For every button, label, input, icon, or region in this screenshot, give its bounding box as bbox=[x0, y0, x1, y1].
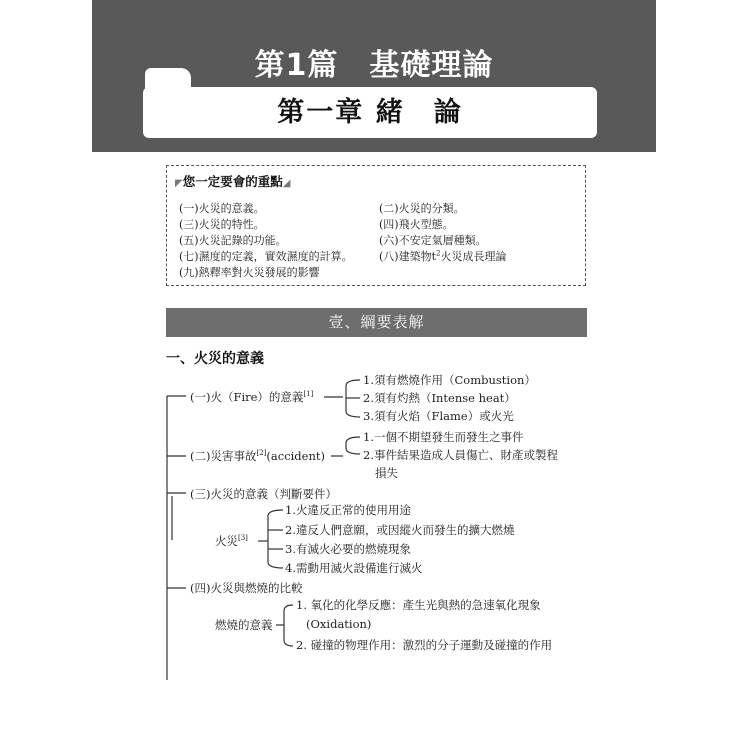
key-point-item: (六)不安定氣層種類。 bbox=[379, 234, 487, 247]
triangle-right-icon: ◢ bbox=[282, 178, 291, 189]
key-point-item: (七)濕度的定義，實效濕度的計算。 bbox=[179, 250, 353, 263]
key-points-title-text: 您一定要會的重點 bbox=[182, 174, 283, 189]
section-title-bar: 壹、綱要表解 bbox=[166, 308, 587, 337]
branch-item: 4.需動用滅火設備進行滅火 bbox=[285, 561, 423, 575]
branch-item: 1.火違反正常的使用用途 bbox=[285, 503, 411, 517]
chapter-title: 第一章 緒 論 bbox=[277, 97, 463, 128]
key-point-item: (四)飛火型態。 bbox=[379, 218, 454, 231]
branch-item: 1.一個不期望發生而發生之事件 bbox=[363, 430, 524, 444]
branch-item: 3.有滅火必要的燃燒現象 bbox=[285, 542, 411, 556]
part-title: 第1篇 基礎理論 bbox=[254, 48, 494, 83]
branch-fire-definition: (一)火（Fire）的意義[1] bbox=[190, 390, 314, 404]
branch-item: 2.違反人們意願，或因縱火而發生的擴大燃燒 bbox=[285, 523, 515, 537]
branch-item: 1.須有燃燒作用（Combustion） bbox=[363, 373, 536, 387]
branch-item: 2.事件結果造成人員傷亡、財產或製程 bbox=[363, 448, 558, 462]
branch-fire-criteria: (三)火災的意義（判斷要件） bbox=[190, 487, 337, 501]
branch-item: 3.須有火焰（Flame）或火光 bbox=[363, 409, 514, 423]
branch-accident: (二)災害事故[2](accident) bbox=[190, 449, 325, 463]
branch-sub-label: 火災[3] bbox=[215, 534, 248, 548]
triangle-left-icon: ◤ bbox=[175, 178, 183, 189]
branch-sub-label: 燃燒的意義 bbox=[215, 618, 273, 632]
key-point-item: (五)火災記錄的功能。 bbox=[179, 234, 287, 247]
key-point-item: (二)火災的分類。 bbox=[379, 202, 465, 215]
key-point-item: (三)火災的特性。 bbox=[179, 218, 265, 231]
key-point-item: (一)火災的意義。 bbox=[179, 202, 265, 215]
branch-item: 2.須有灼熱（Intense heat） bbox=[363, 391, 516, 405]
key-point-item: (八)建築物$t^2$火災成長理論 bbox=[379, 249, 507, 263]
branch-item: 1. 氧化的化學反應：產生光與熱的急速氧化現象 bbox=[296, 598, 541, 612]
branch-item: 損失 bbox=[375, 466, 398, 480]
branch-fire-vs-combustion: (四)火災與燃燒的比較 bbox=[190, 581, 303, 595]
outline-heading: 一、火災的意義 bbox=[166, 351, 264, 367]
branch-item: (Oxidation) bbox=[306, 617, 372, 631]
branch-item: 2. 碰撞的物理作用：激烈的分子運動及碰撞的作用 bbox=[296, 638, 553, 652]
key-point-item: (九)熱釋率對火災發展的影響 bbox=[179, 266, 320, 279]
